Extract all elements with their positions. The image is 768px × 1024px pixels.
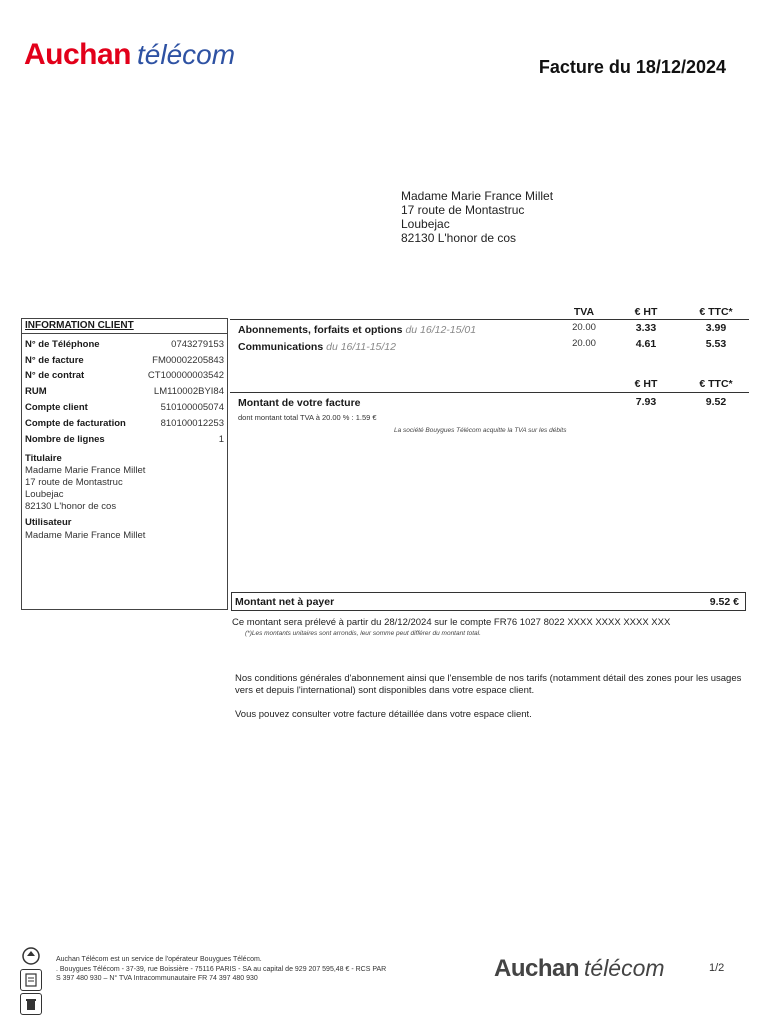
col-header-ht: € HT	[634, 306, 658, 318]
footer-line: S 397 480 930 – N° TVA Intracommunautaire FR 74 397 480 930	[56, 975, 258, 982]
utilisateur-title: Utilisateur	[25, 517, 72, 528]
trash-bin-icon	[20, 993, 42, 1015]
charge-line-label: Communications	[238, 341, 324, 353]
client-row-invoice-number	[25, 355, 224, 366]
net-payable-value: 9.52 €	[709, 596, 739, 608]
rounding-note: (*)Les montants unitaires sont arrondis, leur somme peut différer du montant total.	[245, 630, 481, 637]
charge-line-ht: 4.61	[635, 338, 657, 350]
titulaire-title: Titulaire	[25, 453, 62, 464]
net-payable-box	[231, 592, 746, 611]
titulaire-street: 17 route de Montastruc	[25, 477, 123, 488]
utilisateur-name: Madame Marie France Millet	[25, 530, 146, 541]
invoice-total-label: Montant de votre facture	[238, 397, 361, 409]
col-header-tva: TVA	[573, 306, 595, 318]
total-col-header-ttc: € TTC*	[699, 378, 733, 390]
client-row-value: CT100000003542	[147, 370, 224, 381]
client-row-contract-number	[25, 370, 224, 381]
consult-notice: Vous pouvez consulter votre facture détaillée dans votre espace client.	[235, 709, 532, 720]
titulaire-postal-city: 82130 L'honor de cos	[25, 501, 117, 512]
recipient-postal-city: 82130 L'honor de cos	[401, 231, 517, 245]
footer-line: . Bouygues Télécom - 37-39, rue Boissière - 75116 PARIS - SA au capital de 929 207 595,48 € - RCS PAR	[56, 965, 387, 973]
client-row-value: 0743279153	[171, 339, 224, 350]
recipient-locality: Loubejac	[401, 217, 450, 231]
charge-line-period: du 16/11-15/12	[326, 341, 396, 353]
invoice-title: Facture du 18/12/2024	[538, 57, 726, 77]
client-row-label: N° de Téléphone	[25, 339, 100, 350]
direct-debit-note: Ce montant sera prélevé à partir du 28/12/2024 sur le compte FR76 1027 8022 XXXX XXXX XXXX XXX	[232, 617, 671, 628]
client-row-label: Compte client	[25, 402, 88, 413]
invoice-total-ttc: 9.52	[705, 396, 727, 408]
total-col-header-ht: € HT	[634, 378, 658, 390]
paper-icon	[20, 969, 42, 991]
client-row-rum	[25, 386, 224, 397]
vat-amount-note: dont montant total TVA à 20.00 % : 1.59 €	[238, 413, 377, 422]
client-row-label: N° de contrat	[25, 370, 85, 381]
footer-line: Auchan Télécom est un service de l'opérateur Bouygues Télécom.	[56, 956, 262, 963]
footer-logo-suffix: télécom	[584, 955, 665, 981]
client-row-line-count	[25, 434, 224, 445]
client-row-value: LM110002BYI84	[153, 386, 224, 397]
footer-logo-brand: Auchan	[494, 955, 580, 982]
client-row-client-account	[25, 402, 224, 413]
client-row-billing-account	[25, 418, 224, 429]
footer-icons	[20, 945, 44, 1017]
client-row-label: N° de facture	[25, 355, 84, 366]
charge-line-ttc: 5.53	[705, 338, 727, 350]
client-row-value: FM00002205843	[152, 355, 224, 366]
recipient-address	[401, 189, 553, 245]
charge-line-tva: 20.00	[572, 338, 596, 349]
titulaire-locality: Loubejac	[25, 489, 64, 500]
charge-line-ttc: 3.99	[705, 322, 727, 334]
client-row-value: 510100005074	[160, 402, 224, 413]
client-row-phone	[25, 339, 224, 350]
table-top-rule	[230, 319, 749, 320]
client-row-label: Compte de facturation	[25, 418, 126, 429]
totals-rule	[230, 392, 749, 393]
terms-notice: Nos conditions générales d'abonnement ainsi que l'ensemble de nos tarifs (notamment détail des zones pour les usages vers et depuis l'international) sont disponibles dans votre espace client.	[235, 673, 742, 696]
auchan-telecom-logo	[24, 38, 235, 72]
net-payable-label: Montant net à payer	[235, 596, 335, 608]
client-row-value: 810100012253	[160, 418, 224, 429]
client-row-value: 1	[218, 434, 224, 445]
recipient-street: 17 route de Montastruc	[401, 203, 525, 217]
logo-suffix: télécom	[137, 39, 236, 70]
client-row-label: Nombre de lignes	[25, 434, 105, 445]
vat-debit-note: La société Bouygues Télécom acquitte la TVA sur les débits	[394, 427, 567, 434]
charge-line-period: du 16/12-15/01	[405, 324, 477, 336]
charge-line-communications	[238, 341, 396, 353]
client-info-divider	[22, 333, 227, 334]
charge-line-subscriptions	[238, 324, 476, 336]
invoice-total-ht: 7.93	[635, 396, 657, 408]
footer-legal-text	[56, 955, 386, 984]
footer-auchan-telecom-logo	[494, 955, 665, 983]
recycling-icon	[20, 945, 42, 967]
client-row-label: RUM	[25, 386, 47, 397]
charge-line-ht: 3.33	[635, 322, 657, 334]
charge-line-label: Abonnements, forfaits et options	[238, 324, 403, 336]
client-info-heading: INFORMATION CLIENT	[25, 320, 134, 331]
client-info-box	[21, 318, 228, 610]
recipient-name: Madame Marie France Millet	[401, 189, 554, 203]
charge-line-tva: 20.00	[572, 322, 596, 333]
titulaire-name: Madame Marie France Millet	[25, 465, 146, 476]
logo-brand: Auchan	[24, 38, 132, 71]
col-header-ttc: € TTC*	[699, 306, 733, 318]
page-number: 1/2	[709, 962, 725, 974]
